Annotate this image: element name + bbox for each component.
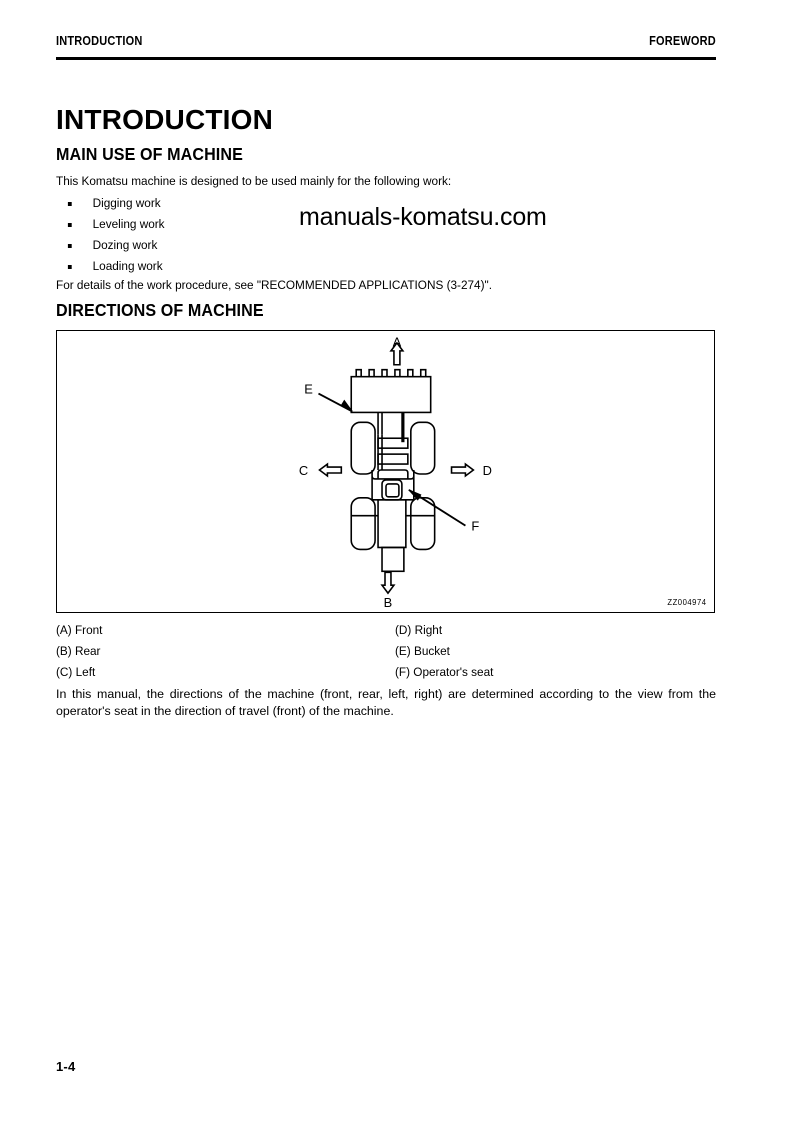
main-use-details-text: For details of the work procedure, see "RECOMMENDED APPLICATIONS (3-274)".	[56, 278, 492, 292]
watermark: manuals-komatsu.com	[299, 203, 547, 231]
machine-directions-figure	[56, 330, 715, 613]
legend-row	[56, 662, 716, 683]
callout-d: D	[482, 462, 492, 478]
front-right-wheel	[411, 422, 435, 474]
legend-item: (A) Front	[56, 623, 103, 637]
figure-id: ZZ004974	[667, 597, 707, 607]
legend-item: (E) Bucket	[395, 644, 450, 658]
legend-row	[56, 641, 716, 662]
legend-item: (C) Left	[56, 665, 96, 679]
legend-row	[56, 620, 716, 641]
list-item: Loading work	[66, 256, 165, 277]
callout-a: A	[392, 334, 402, 350]
arrow-down-b	[382, 572, 394, 593]
legend-item: (F) Operator's seat	[395, 665, 494, 679]
leader-arrowhead-f	[409, 490, 421, 500]
running-header	[56, 34, 716, 48]
running-header-left: INTRODUCTION	[56, 34, 143, 48]
callout-f: F	[471, 518, 480, 534]
rear-right-wheel	[411, 498, 435, 550]
legend-item: (D) Right	[395, 623, 443, 637]
main-use-list	[66, 193, 170, 277]
main-use-intro-text: This Komatsu machine is designed to be used mainly for the following work:	[56, 174, 452, 188]
rear-frame	[351, 500, 434, 571]
page-title: INTRODUCTION	[56, 104, 274, 135]
arrow-left-c	[319, 464, 341, 476]
bucket-teeth	[356, 370, 426, 377]
legend-item: (B) Rear	[56, 644, 101, 658]
operator-seat	[386, 484, 399, 497]
callout-c: C	[298, 462, 309, 478]
list-item: Digging work	[66, 193, 165, 214]
section-heading-directions: DIRECTIONS OF MACHINE	[56, 300, 264, 320]
list-item: Leveling work	[66, 214, 165, 235]
legend-list	[56, 620, 716, 683]
callout-b: B	[383, 595, 393, 611]
operator-cab	[372, 470, 414, 500]
front-left-wheel	[351, 422, 375, 474]
list-item: Dozing work	[66, 235, 165, 256]
header-divider	[56, 57, 716, 60]
callout-e: E	[304, 381, 313, 397]
directions-closing-text: In this manual, the directions of the machine (front, rear, left, right) are determined according to the view from the operator's seat in the direction of travel (front) of the machine.	[56, 687, 716, 718]
arrow-right-d	[452, 464, 474, 476]
page-number: 1-4	[56, 1059, 76, 1074]
running-header-right: FOREWORD	[649, 34, 716, 48]
bucket-body	[351, 377, 430, 413]
rear-left-wheel	[351, 498, 375, 550]
section-heading-main-use: MAIN USE OF MACHINE	[56, 144, 243, 164]
machine-diagram-svg	[57, 331, 714, 612]
